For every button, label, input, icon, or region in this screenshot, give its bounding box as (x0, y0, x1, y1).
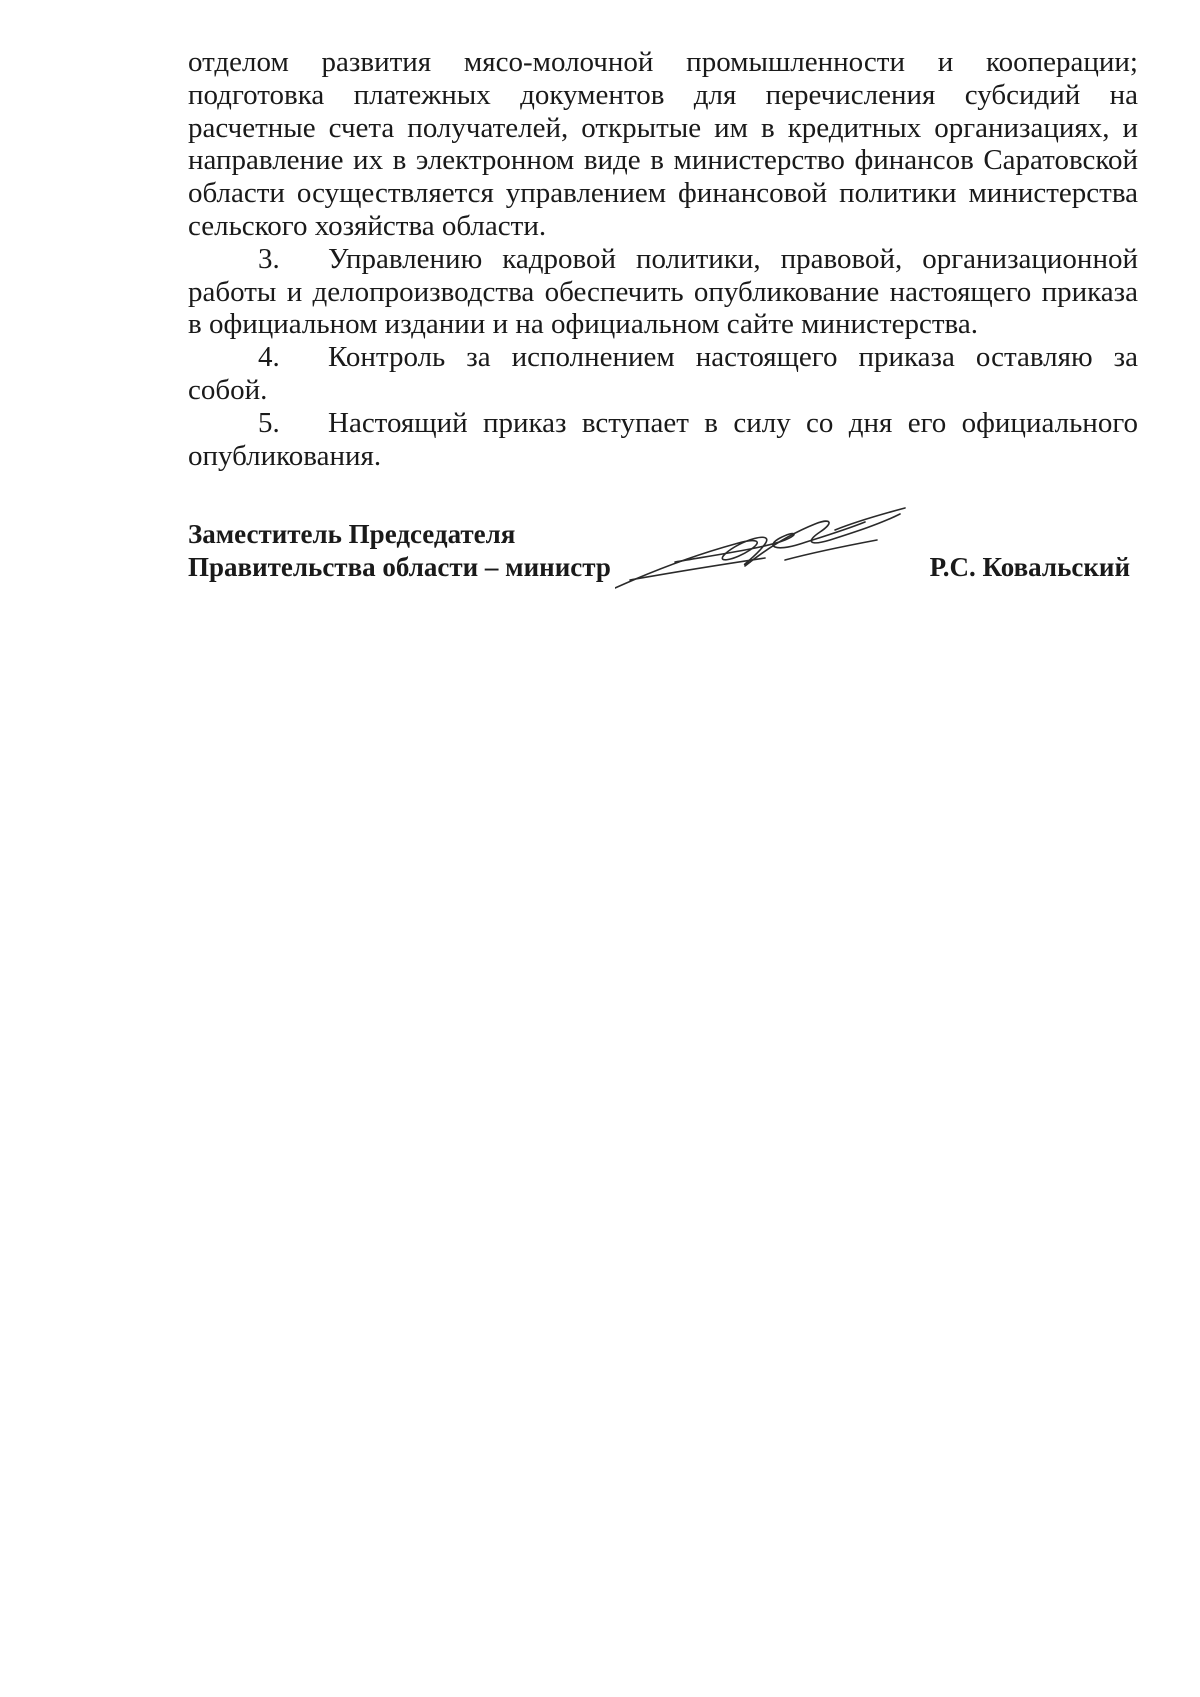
list-item (188, 243, 1138, 341)
item-text: Настоящий приказ вступает в силу со дня его официального опубликования. (188, 406, 1138, 472)
signer-title-line-1: Заместитель Председателя (188, 519, 516, 549)
document-body (188, 46, 1138, 472)
item-number: 4. (258, 341, 280, 374)
continuation-paragraph: отделом развития мясо-молочной промышленности и кооперации; подготовка платежных документов для перечисления субсидий на расчетные счета получателей, открытые им в кредитных организациях, и направление их в электронном виде в министерство финансов Саратовской области осуществляется управлением финансовой политики министерства сельского хозяйства области. (188, 46, 1138, 242)
handwritten-signature-icon (615, 500, 915, 595)
list-item (188, 407, 1138, 473)
signer-name: Р.С. Ковальский (929, 552, 1130, 582)
list-item (188, 341, 1138, 407)
item-number: 3. (258, 242, 280, 275)
item-text: Контроль за исполнением настоящего приказа оставляю за собой. (188, 341, 1138, 406)
item-text: Управлению кадровой политики, правовой, организационной работы и делопроизводства обеспечить опубликование настоящего приказа в официальном издании и на официальном сайте министерства. (188, 242, 1138, 341)
item-number: 5. (258, 406, 280, 439)
signer-title-line-2: Правительства области – министр (188, 552, 611, 582)
